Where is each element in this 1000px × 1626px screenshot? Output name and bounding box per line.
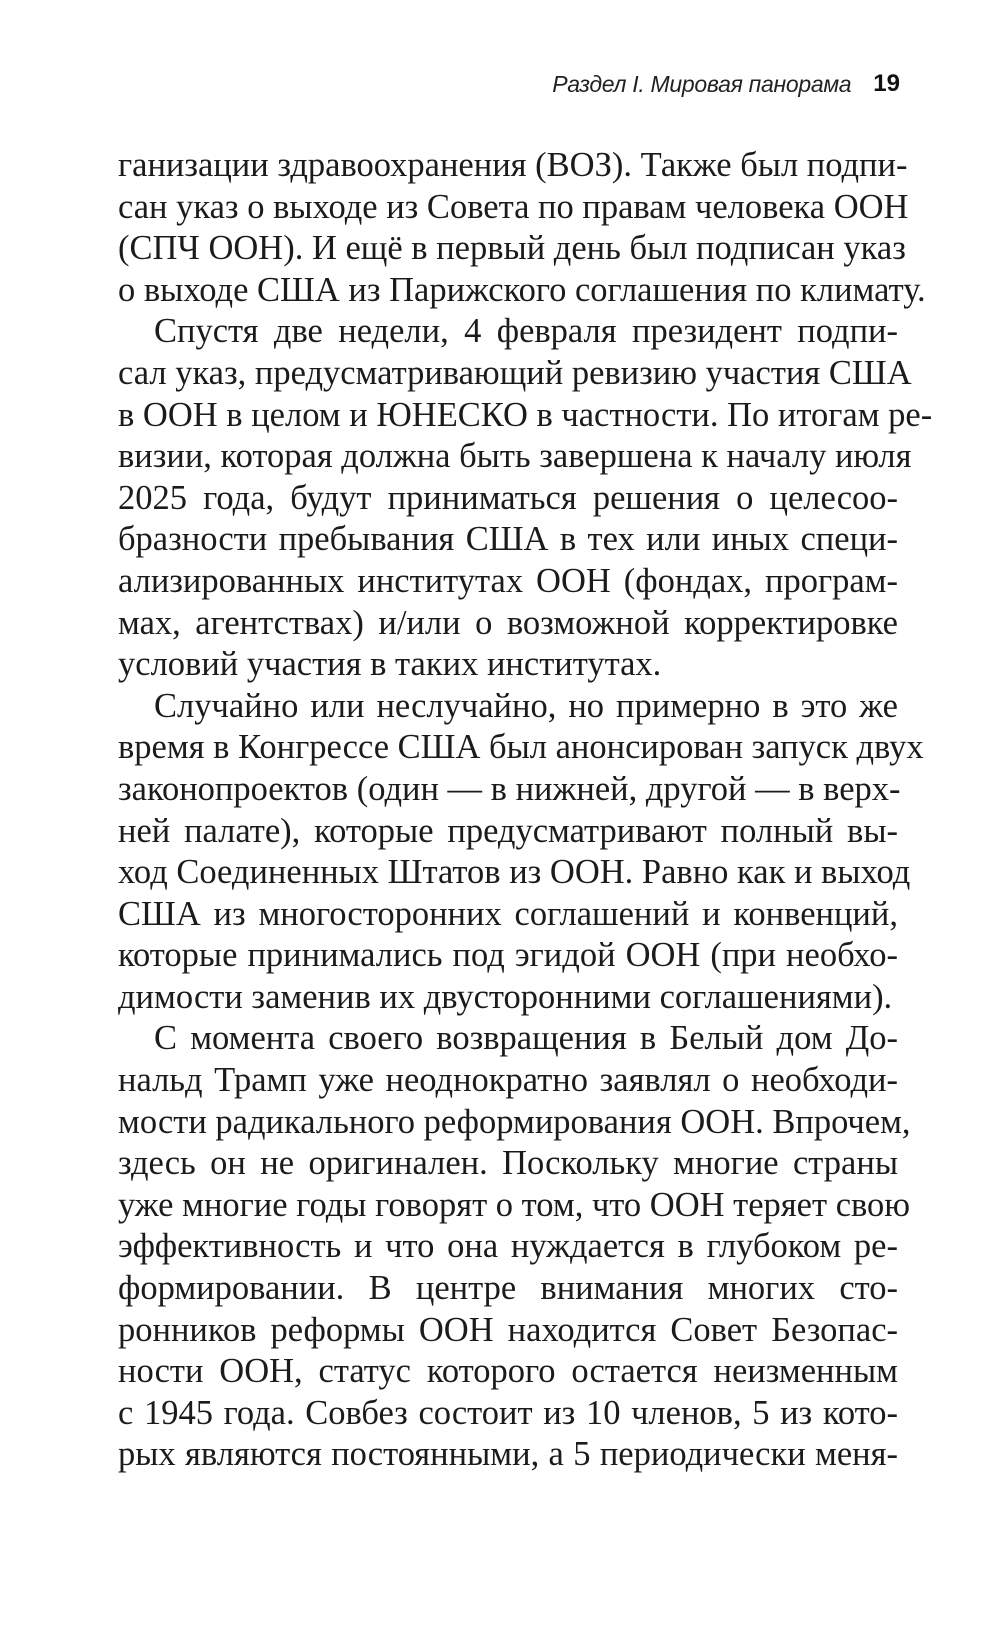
paragraph xyxy=(118,686,924,1019)
paragraph xyxy=(118,145,926,311)
body-text xyxy=(118,145,933,1476)
text-line: условий участия в таких институтах. xyxy=(118,645,662,684)
text-line: бразности пребывания США в тех или иных специ- xyxy=(118,520,898,559)
text-line: рых являются постоянными, а 5 периодически меня- xyxy=(118,1435,898,1474)
text-line: димости заменив их двусторонними соглашениями). xyxy=(118,977,893,1016)
text-line: время в Конгрессе США был анонсирован запуск двух xyxy=(118,728,924,767)
text-line: сан указ о выходе из Совета по правам человека ООН xyxy=(118,187,909,226)
text-line: США из многосторонних соглашений и конвенций, xyxy=(118,894,898,933)
text-line: (СПЧ ООН). И ещё в первый день был подписан указ xyxy=(118,229,906,268)
text-line: ализированных институтах ООН (фондах, програм- xyxy=(118,561,898,600)
text-line: Случайно или неслучайно, но примерно в это же xyxy=(154,686,898,725)
text-line: сал указ, предусматривающий ревизию участия США xyxy=(118,353,912,392)
text-line: о выходе США из Парижского соглашения по климату. xyxy=(118,270,926,309)
section-title: Раздел I. Мировая панорама xyxy=(552,70,852,97)
text-line: ронников реформы ООН находится Совет Безопас- xyxy=(118,1310,898,1349)
text-line: ганизации здравоохранения (ВОЗ). Также был подпи- xyxy=(118,146,908,184)
text-line: ности ООН, статус которого остается неизменным xyxy=(118,1352,898,1391)
text-line: С момента своего возвращения в Белый дом До- xyxy=(154,1019,898,1058)
text-line: визии, которая должна быть завершена к началу июля xyxy=(118,437,912,476)
text-line: здесь он не оригинален. Поскольку многие страны xyxy=(118,1144,898,1183)
text-line: мости радикального реформирования ООН. Впрочем, xyxy=(118,1102,911,1141)
text-line: в ООН в целом и ЮНЕСКО в частности. По итогам ре- xyxy=(118,395,933,434)
paragraph xyxy=(118,1018,911,1476)
text-line: уже многие годы говорят о том, что ООН теряет свою xyxy=(118,1185,911,1224)
running-head xyxy=(552,64,900,104)
text-line: мах, агентствах) и/или о возможной корректировке xyxy=(118,603,898,642)
text-line: с 1945 года. Совбез состоит из 10 членов, 5 из кото- xyxy=(118,1393,898,1432)
text-line: 2025 года, будут приниматься решения о целесоо- xyxy=(118,478,898,517)
text-line: ней палате), которые предусматривают полный вы- xyxy=(118,811,898,850)
text-line: Спустя две недели, 4 февраля президент подпи- xyxy=(154,312,898,351)
text-line: эффективность и что она нуждается в глубоком ре- xyxy=(118,1227,898,1266)
page-number: 19 xyxy=(873,70,900,97)
text-line: нальд Трамп уже неоднократно заявлял о необходи- xyxy=(118,1061,898,1100)
text-line: ход Соединенных Штатов из ООН. Равно как и выход xyxy=(118,853,911,892)
text-line: формировании. В центре внимания многих сто- xyxy=(118,1269,898,1308)
paragraph xyxy=(118,311,933,685)
text-line: законопроектов (один — в нижней, другой — в верх- xyxy=(118,769,901,808)
text-line: которые принимались под эгидой ООН (при необхо- xyxy=(118,936,898,975)
